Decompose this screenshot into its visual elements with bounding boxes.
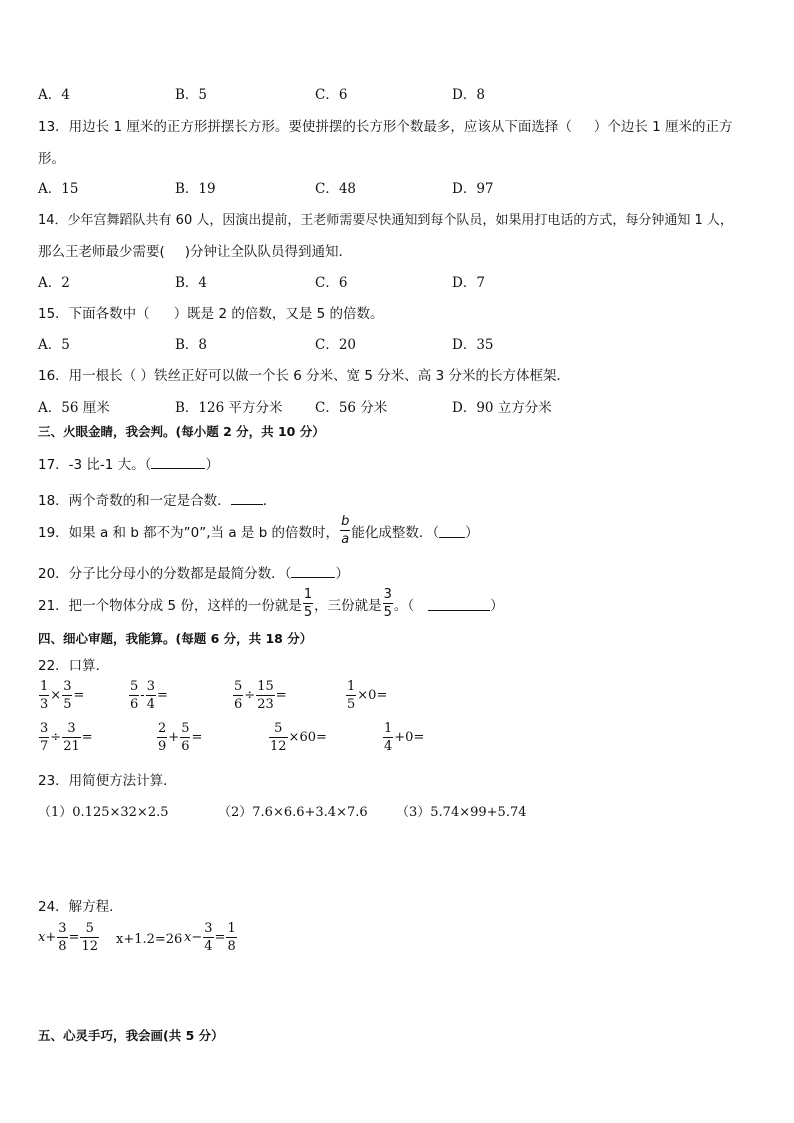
operator: ÷ bbox=[244, 688, 256, 703]
q14-line2 bbox=[38, 240, 352, 260]
expression-tail: +0= bbox=[394, 730, 425, 745]
q23-item-3: （3）5.74×99+5.74 bbox=[396, 805, 527, 820]
q23-title: 23．用简便方法计算． bbox=[38, 773, 177, 789]
q13-line1 bbox=[38, 115, 733, 135]
q18-text-b: ． bbox=[262, 493, 277, 509]
q13-text-a: 13．用边长 1 厘米的正方形拼摆长方形。要使拼摆的长方形个数最多，应该从下面选择（ bbox=[38, 119, 572, 135]
q19-text-c: ） bbox=[465, 524, 479, 541]
fraction-numerator: 5 bbox=[274, 721, 283, 736]
q13-option-d: D．97 bbox=[452, 181, 494, 197]
q16-text: 16．用一根长（ ）铁丝正好可以做一个长 6 分米、宽 5 分米、高 3 分米的长方体框架． bbox=[38, 368, 570, 384]
q21-fraction-one-fifth bbox=[303, 588, 313, 619]
q15-option-b: B．8 bbox=[175, 337, 208, 353]
expression-tail: ×60= bbox=[288, 730, 327, 745]
fraction-numerator: 5 bbox=[130, 679, 139, 694]
fraction-denominator: 6 bbox=[181, 739, 190, 754]
fraction-denominator: 7 bbox=[40, 739, 49, 754]
variable-x: x bbox=[184, 930, 192, 945]
variable-x: x bbox=[38, 930, 46, 945]
q15-option-c: C．20 bbox=[315, 337, 357, 353]
fraction-numerator: 15 bbox=[257, 679, 274, 694]
equals-sign: = bbox=[214, 930, 226, 945]
fraction-denominator: 4 bbox=[384, 739, 393, 754]
q16-option-b: B．126 平方分米 bbox=[175, 400, 283, 416]
q22-expr-5 bbox=[38, 722, 93, 753]
q17-text-b: ） bbox=[205, 457, 219, 473]
fraction-numerator: 5 bbox=[85, 921, 94, 936]
fraction-denominator: 6 bbox=[234, 697, 243, 712]
equals-sign: = bbox=[191, 730, 203, 745]
fraction-denominator: 8 bbox=[227, 939, 236, 954]
fraction-numerator: 3 bbox=[63, 679, 72, 694]
fraction-numerator: 1 bbox=[40, 679, 49, 694]
q14-option-a: A．2 bbox=[38, 275, 70, 291]
fraction-denominator: 12 bbox=[270, 739, 287, 754]
q23-item-2: （2）7.6×6.6+3.4×7.6 bbox=[218, 805, 368, 820]
operator: - bbox=[140, 688, 145, 703]
q24-equation-2: x+1.2=26 bbox=[116, 932, 183, 947]
q21-text-d: ） bbox=[490, 597, 504, 614]
q18-answer-blank[interactable] bbox=[231, 490, 263, 505]
q22-expr-8 bbox=[382, 722, 424, 753]
q14-line1: 14．少年宫舞蹈队共有 60 人，因演出提前，王老师需要尽快通知到每个队员，如果用打电话的方式，每分钟通知 1 人， bbox=[38, 213, 733, 228]
q12-option-a: A．4 bbox=[38, 87, 70, 103]
q19-answer-blank[interactable] bbox=[439, 523, 465, 538]
q18-text bbox=[38, 489, 276, 509]
q12-option-b: B．5 bbox=[175, 87, 208, 103]
q21-f1-denominator: 5 bbox=[303, 605, 313, 620]
operator: ÷ bbox=[50, 730, 62, 745]
q20-answer-blank[interactable] bbox=[291, 563, 335, 578]
q24-title: 24．解方程． bbox=[38, 899, 123, 915]
q22-expr-3 bbox=[232, 680, 287, 711]
q21-text-b: ，三份就是 bbox=[314, 597, 382, 614]
q19-fraction bbox=[340, 515, 350, 546]
q21-text-a: 21．把一个物体分成 5 份，这样的一份就是 bbox=[38, 597, 302, 614]
q15-text-b: ）既是 2 的倍数，又是 5 的倍数。 bbox=[173, 306, 384, 322]
equals-sign: = bbox=[68, 930, 80, 945]
equals-sign: = bbox=[81, 730, 93, 745]
q20-text-b: ） bbox=[335, 566, 349, 582]
q17-text bbox=[38, 453, 219, 473]
fraction-denominator: 6 bbox=[130, 697, 139, 712]
q21-f1-numerator: 1 bbox=[303, 587, 313, 602]
fraction-denominator: 4 bbox=[204, 939, 213, 954]
q15-text-a: 15．下面各数中（ bbox=[38, 306, 150, 322]
operator: + bbox=[45, 930, 57, 945]
q16-option-d: D．90 立方分米 bbox=[452, 400, 552, 416]
q21-text-c: 。（ bbox=[393, 597, 415, 614]
fraction-numerator: 3 bbox=[204, 921, 213, 936]
q22-expr-1 bbox=[38, 680, 84, 711]
q13-text-b: ）个边长 1 厘米的正方 bbox=[593, 119, 733, 135]
fraction-denominator: 21 bbox=[63, 739, 80, 754]
fraction-numerator: 5 bbox=[234, 679, 243, 694]
q16-option-c: C．56 分米 bbox=[315, 400, 388, 416]
q19-text-a: 19．如果 a 和 b 都不为”0”,当 a 是 b 的倍数时， bbox=[38, 524, 340, 541]
fraction-denominator: 5 bbox=[63, 697, 72, 712]
q21-answer-blank[interactable] bbox=[428, 596, 490, 611]
fraction-denominator: 9 bbox=[158, 739, 167, 754]
q19-denominator: a bbox=[341, 532, 350, 547]
q16-option-a: A．56 厘米 bbox=[38, 400, 110, 416]
fraction-denominator: 4 bbox=[146, 697, 155, 712]
fraction-denominator: 3 bbox=[40, 697, 49, 712]
q24-equation-3 bbox=[184, 922, 238, 953]
equals-sign: = bbox=[156, 688, 168, 703]
fraction-numerator: 3 bbox=[146, 679, 155, 694]
fraction-denominator: 8 bbox=[58, 939, 67, 954]
fraction-denominator: 23 bbox=[257, 697, 274, 712]
q13-line2: 形。 bbox=[38, 151, 65, 167]
fraction-numerator: 1 bbox=[384, 721, 393, 736]
q19-text bbox=[38, 515, 479, 546]
operator: − bbox=[191, 930, 203, 945]
q15-option-d: D．35 bbox=[452, 337, 494, 353]
q19-numerator: b bbox=[341, 514, 350, 529]
q17-text-a: 17．-3 比-1 大。（ bbox=[38, 457, 152, 473]
q22-expr-4 bbox=[345, 680, 387, 711]
q21-f2-numerator: 3 bbox=[383, 587, 392, 602]
equals-sign: = bbox=[275, 688, 287, 703]
q17-answer-blank[interactable] bbox=[151, 454, 205, 469]
q22-expr-2 bbox=[128, 680, 168, 711]
q21-f2-denominator: 5 bbox=[383, 605, 392, 620]
q14-text-a: 那么王老师最少需要( bbox=[38, 244, 165, 260]
fraction-numerator: 3 bbox=[40, 721, 49, 736]
expression-tail: ×0= bbox=[357, 688, 388, 703]
q12-option-d: D．8 bbox=[452, 87, 485, 103]
q13-option-b: B．19 bbox=[175, 181, 216, 197]
q22-title: 22．口算． bbox=[38, 658, 110, 674]
q15-option-a: A．5 bbox=[38, 337, 70, 353]
fraction-numerator: 5 bbox=[181, 721, 190, 736]
q14-option-c: C．6 bbox=[315, 275, 348, 291]
section4-title: 四、细心审题，我能算。(每题 6 分，共 18 分） bbox=[38, 631, 313, 646]
operator: × bbox=[50, 688, 62, 703]
q24-equation-1 bbox=[38, 922, 100, 953]
fraction-denominator: 12 bbox=[81, 939, 98, 954]
operator: + bbox=[168, 730, 180, 745]
q22-expr-6 bbox=[156, 722, 202, 753]
q20-text bbox=[38, 562, 349, 582]
q20-text-a: 20．分子比分母小的分数都是最简分数．（ bbox=[38, 566, 292, 582]
fraction-numerator: 3 bbox=[58, 921, 67, 936]
q19-text-b: 能化成整数．（ bbox=[351, 524, 440, 541]
fraction-numerator: 3 bbox=[67, 721, 76, 736]
q12-option-c: C．6 bbox=[315, 87, 348, 103]
fraction-numerator: 1 bbox=[347, 679, 356, 694]
q14-option-b: B．4 bbox=[175, 275, 208, 291]
q23-item-1: （1）0.125×32×2.5 bbox=[38, 805, 169, 820]
fraction-numerator: 2 bbox=[158, 721, 167, 736]
q18-text-a: 18．两个奇数的和一定是合数． bbox=[38, 493, 231, 509]
fraction-numerator: 1 bbox=[227, 921, 236, 936]
equals-sign: = bbox=[73, 688, 85, 703]
section5-title: 五、心灵手巧，我会画(共 5 分） bbox=[38, 1028, 224, 1043]
q15-text bbox=[38, 302, 384, 322]
q14-text-b: )分钟让全队队员得到通知． bbox=[184, 244, 353, 260]
q14-option-d: D．7 bbox=[452, 275, 485, 291]
q21-text bbox=[38, 588, 504, 619]
q22-expr-7 bbox=[268, 722, 327, 753]
q13-option-a: A．15 bbox=[38, 181, 79, 197]
q13-option-c: C．48 bbox=[315, 181, 357, 197]
section3-title: 三、火眼金睛，我会判。(每小题 2 分，共 10 分） bbox=[38, 424, 325, 439]
q21-fraction-three-fifths bbox=[383, 588, 393, 619]
fraction-denominator: 5 bbox=[347, 697, 356, 712]
